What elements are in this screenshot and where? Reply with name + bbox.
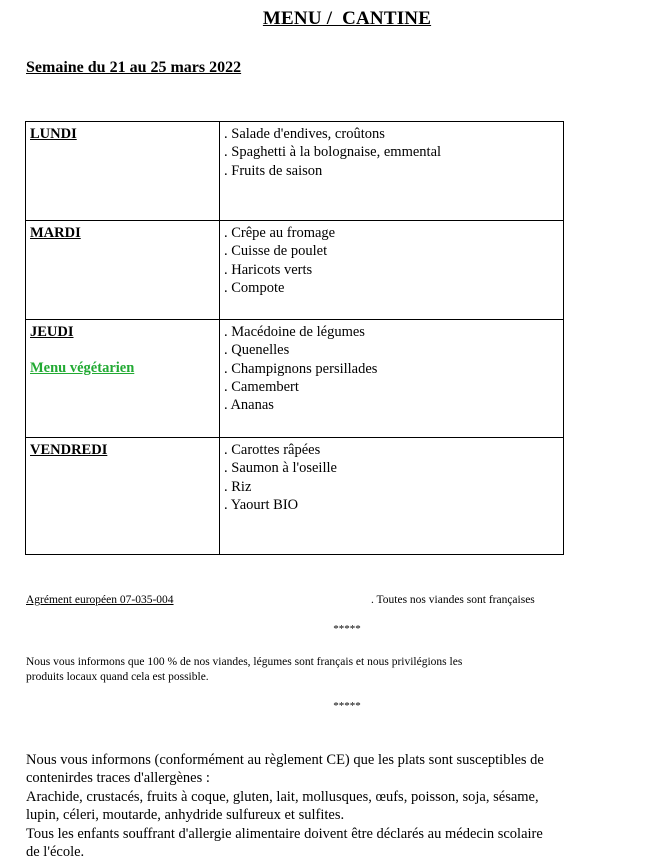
dishes-cell [220, 122, 564, 221]
allergen-line: lupin, céleri, moutarde, anhydride sulfureux et sulfites. [26, 807, 345, 824]
dish-item: . Crêpe au fromage [224, 225, 336, 241]
day-name: MARDI [30, 225, 81, 241]
dish-item: . Riz [224, 478, 252, 495]
dish-item: . Carottes râpées [224, 442, 321, 458]
agrement-text: Agrément européen 07-035-004 [26, 594, 174, 606]
allergen-paragraph [26, 751, 626, 861]
dish-item: . Macédoine de légumes [224, 324, 365, 340]
day-name: LUNDI [30, 126, 77, 142]
dish-item: . Saumon à l'oseille [224, 460, 337, 477]
day-cell [26, 320, 220, 438]
dish-item: . Haricots verts [224, 261, 313, 278]
week-heading: Semaine du 21 au 25 mars 2022 [26, 59, 242, 76]
dish-item: . Ananas [224, 397, 274, 414]
table-row [26, 320, 564, 438]
separator: ***** [333, 700, 361, 712]
day-name: JEUDI [30, 324, 74, 340]
allergen-line: contenirdes traces d'allergènes : [26, 770, 210, 787]
dish-item: . Salade d'endives, croûtons [224, 126, 385, 142]
menu-table [25, 121, 564, 555]
info-line: Nous vous informons que 100 % de nos viandes, légumes sont français et nous privilégions les [26, 656, 463, 668]
table-row [26, 122, 564, 221]
dishes-cell [220, 438, 564, 555]
day-cell [26, 438, 220, 555]
day-name: VENDREDI [30, 442, 108, 458]
dish-item: . Quenelles [224, 342, 290, 359]
dish-item: . Cuisse de poulet [224, 243, 328, 260]
day-cell [26, 122, 220, 221]
table-row [26, 221, 564, 320]
separator: ***** [333, 623, 361, 635]
allergen-line: de l'école. [26, 844, 85, 861]
dish-item: . Fruits de saison [224, 162, 323, 179]
info-line: produits locaux quand cela est possible. [26, 671, 209, 683]
allergen-line: Arachide, crustacés, fruits à coque, gluten, lait, mollusques, œufs, poisson, soja, sésame, [26, 788, 539, 805]
dish-item: . Camembert [224, 378, 299, 395]
viandes-text: . Toutes nos viandes sont françaises [371, 594, 535, 606]
dish-item: . Yaourt BIO [224, 496, 299, 513]
dish-item: . Spaghetti à la bolognaise, emmental [224, 144, 442, 161]
table-row [26, 438, 564, 555]
day-cell [26, 221, 220, 320]
allergen-line: Nous vous informons (conformément au règlement CE) que les plats sont susceptibles de [26, 752, 544, 768]
dishes-cell [220, 221, 564, 320]
allergen-line: Tous les enfants souffrant d'allergie alimentaire doivent être déclarés au médecin scolaire [26, 825, 543, 842]
vegetarian-label: Menu végétarien [30, 360, 135, 377]
dish-item: . Compote [224, 279, 285, 296]
dish-item: . Champignons persillades [224, 360, 378, 377]
page-title: MENU / CANTINE [262, 8, 432, 29]
dishes-cell [220, 320, 564, 438]
info-paragraph [26, 655, 586, 685]
